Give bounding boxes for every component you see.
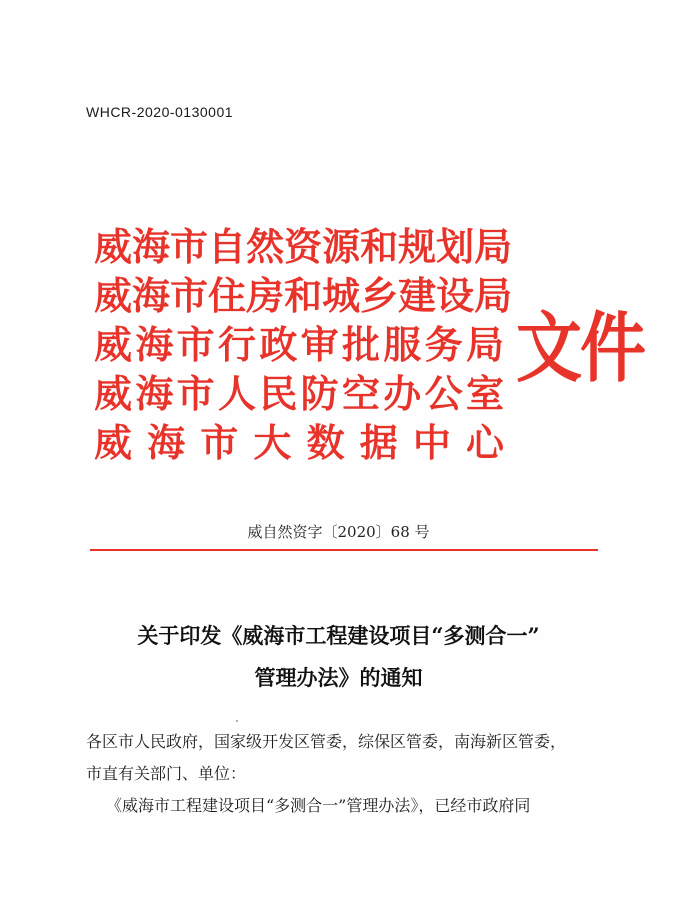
agency-char: 局	[474, 273, 513, 318]
agency-char: 划	[436, 224, 475, 269]
agency-char: 审	[300, 322, 339, 367]
document-body	[86, 726, 606, 822]
agency-char: 市	[176, 371, 215, 416]
agency-char: 威	[94, 420, 133, 465]
agency-char: 大	[253, 420, 292, 465]
agency-char: 局	[465, 322, 504, 367]
agency-char: 然	[246, 224, 285, 269]
agency-char: 资	[284, 224, 323, 269]
title-line: 管理办法》的通知	[254, 665, 423, 690]
agency-char: 海	[135, 371, 174, 416]
agency-char: 市	[200, 420, 239, 465]
agency-char: 民	[259, 371, 298, 416]
agency-char: 住	[208, 273, 247, 318]
agency-line	[94, 222, 513, 271]
agency-char: 自	[208, 224, 247, 269]
agency-char: 设	[436, 273, 475, 318]
agency-line	[94, 418, 504, 467]
agency-char: 防	[300, 371, 339, 416]
agency-char: 源	[322, 224, 361, 269]
agency-char: 据	[359, 420, 398, 465]
addressee-line: 市直有关部门、单位：	[86, 764, 247, 783]
agency-char: 务	[424, 322, 463, 367]
paragraph-line: 《威海市工程建设项目“多测合一”管理办法》，已经市政府同	[106, 796, 531, 815]
agency-char: 威	[94, 273, 133, 318]
agency-char: 空	[341, 371, 380, 416]
agency-char: 市	[170, 273, 209, 318]
agency-line	[94, 271, 513, 320]
agency-char: 和	[360, 224, 399, 269]
agency-char: 威	[94, 224, 133, 269]
agency-char: 市	[170, 224, 209, 269]
agency-char: 海	[135, 322, 174, 367]
addressee-line: 各区市人民政府，国家级开发区管委，综保区管委，南海新区管委，	[86, 732, 567, 751]
agency-char: 和	[284, 273, 323, 318]
agency-char: 局	[474, 224, 513, 269]
agency-char: 人	[217, 371, 256, 416]
red-divider	[90, 549, 598, 551]
agency-char: 建	[398, 273, 437, 318]
document-code: WHCR-2020-0130001	[86, 104, 234, 120]
agency-char: 室	[465, 371, 504, 416]
agency-char: 海	[147, 420, 186, 465]
title-line: 关于印发《威海市工程建设项目“多测合一”	[137, 623, 540, 648]
agency-char: 行	[217, 322, 256, 367]
agency-char: 心	[465, 420, 504, 465]
agency-char: 乡	[360, 273, 399, 318]
agency-char: 威	[94, 371, 133, 416]
agency-char: 威	[94, 322, 133, 367]
agency-char: 房	[246, 273, 285, 318]
scan-speck	[236, 720, 238, 722]
issuing-agencies	[94, 222, 513, 467]
agency-char: 服	[383, 322, 422, 367]
agency-char: 规	[398, 224, 437, 269]
document-suffix: 文件	[516, 303, 644, 393]
agency-line	[94, 369, 504, 418]
agency-char: 公	[424, 371, 463, 416]
document-number: 威自然资字〔2020〕68 号	[247, 523, 430, 541]
agency-char: 海	[132, 224, 171, 269]
agency-char: 城	[322, 273, 361, 318]
agency-char: 数	[306, 420, 345, 465]
agency-char: 办	[383, 371, 422, 416]
agency-char: 批	[341, 322, 380, 367]
document-title	[60, 615, 617, 699]
agency-line	[94, 320, 504, 369]
agency-char: 政	[259, 322, 298, 367]
agency-char: 海	[132, 273, 171, 318]
agency-char: 市	[176, 322, 215, 367]
agency-char: 中	[412, 420, 451, 465]
